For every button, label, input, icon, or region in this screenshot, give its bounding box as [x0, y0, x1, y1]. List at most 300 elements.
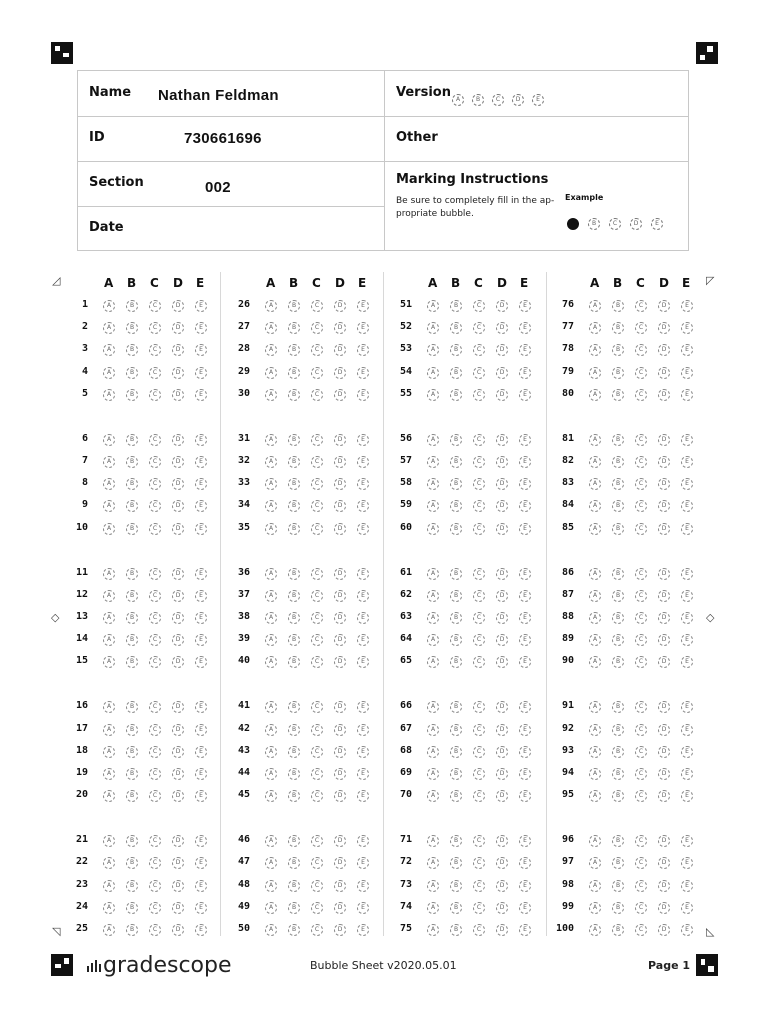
answer-bubble-52-c[interactable]: C [473, 322, 485, 334]
answer-bubble-89-b[interactable]: B [612, 634, 624, 646]
answer-bubble-96-c[interactable]: C [635, 835, 647, 847]
answer-bubble-17-a[interactable]: A [103, 724, 115, 736]
answer-bubble-53-b[interactable]: B [450, 344, 462, 356]
answer-bubble-40-a[interactable]: A [265, 656, 277, 668]
answer-bubble-18-d[interactable]: D [172, 746, 184, 758]
answer-bubble-79-d[interactable]: D [658, 367, 670, 379]
answer-bubble-52-b[interactable]: B [450, 322, 462, 334]
answer-bubble-9-b[interactable]: B [126, 500, 138, 512]
answer-bubble-83-d[interactable]: D [658, 478, 670, 490]
answer-bubble-94-b[interactable]: B [612, 768, 624, 780]
answer-bubble-77-c[interactable]: C [635, 322, 647, 334]
answer-bubble-75-b[interactable]: B [450, 924, 462, 936]
answer-bubble-28-e[interactable]: E [357, 344, 369, 356]
answer-bubble-75-d[interactable]: D [496, 924, 508, 936]
answer-bubble-31-c[interactable]: C [311, 434, 323, 446]
answer-bubble-49-b[interactable]: B [288, 902, 300, 914]
answer-bubble-11-a[interactable]: A [103, 568, 115, 580]
answer-bubble-91-a[interactable]: A [589, 701, 601, 713]
answer-bubble-39-b[interactable]: B [288, 634, 300, 646]
answer-bubble-38-d[interactable]: D [334, 612, 346, 624]
answer-bubble-35-b[interactable]: B [288, 523, 300, 535]
answer-bubble-85-e[interactable]: E [681, 523, 693, 535]
answer-bubble-9-c[interactable]: C [149, 500, 161, 512]
answer-bubble-90-b[interactable]: B [612, 656, 624, 668]
answer-bubble-62-e[interactable]: E [519, 590, 531, 602]
answer-bubble-96-e[interactable]: E [681, 835, 693, 847]
answer-bubble-24-b[interactable]: B [126, 902, 138, 914]
answer-bubble-17-c[interactable]: C [149, 724, 161, 736]
answer-bubble-45-c[interactable]: C [311, 790, 323, 802]
answer-bubble-65-d[interactable]: D [496, 656, 508, 668]
answer-bubble-68-c[interactable]: C [473, 746, 485, 758]
answer-bubble-1-b[interactable]: B [126, 300, 138, 312]
answer-bubble-32-b[interactable]: B [288, 456, 300, 468]
answer-bubble-4-d[interactable]: D [172, 367, 184, 379]
answer-bubble-8-d[interactable]: D [172, 478, 184, 490]
answer-bubble-77-a[interactable]: A [589, 322, 601, 334]
answer-bubble-8-e[interactable]: E [195, 478, 207, 490]
answer-bubble-51-e[interactable]: E [519, 300, 531, 312]
answer-bubble-44-d[interactable]: D [334, 768, 346, 780]
answer-bubble-48-e[interactable]: E [357, 880, 369, 892]
answer-bubble-72-d[interactable]: D [496, 857, 508, 869]
answer-bubble-45-e[interactable]: E [357, 790, 369, 802]
answer-bubble-46-e[interactable]: E [357, 835, 369, 847]
answer-bubble-67-d[interactable]: D [496, 724, 508, 736]
answer-bubble-13-a[interactable]: A [103, 612, 115, 624]
answer-bubble-34-c[interactable]: C [311, 500, 323, 512]
answer-bubble-47-d[interactable]: D [334, 857, 346, 869]
answer-bubble-29-a[interactable]: A [265, 367, 277, 379]
answer-bubble-73-b[interactable]: B [450, 880, 462, 892]
answer-bubble-39-e[interactable]: E [357, 634, 369, 646]
answer-bubble-82-b[interactable]: B [612, 456, 624, 468]
answer-bubble-48-a[interactable]: A [265, 880, 277, 892]
answer-bubble-88-c[interactable]: C [635, 612, 647, 624]
answer-bubble-47-e[interactable]: E [357, 857, 369, 869]
answer-bubble-23-b[interactable]: B [126, 880, 138, 892]
answer-bubble-59-b[interactable]: B [450, 500, 462, 512]
answer-bubble-56-d[interactable]: D [496, 434, 508, 446]
answer-bubble-37-e[interactable]: E [357, 590, 369, 602]
answer-bubble-46-b[interactable]: B [288, 835, 300, 847]
answer-bubble-85-b[interactable]: B [612, 523, 624, 535]
answer-bubble-31-a[interactable]: A [265, 434, 277, 446]
answer-bubble-91-c[interactable]: C [635, 701, 647, 713]
answer-bubble-55-c[interactable]: C [473, 389, 485, 401]
answer-bubble-32-a[interactable]: A [265, 456, 277, 468]
answer-bubble-74-b[interactable]: B [450, 902, 462, 914]
answer-bubble-41-b[interactable]: B [288, 701, 300, 713]
answer-bubble-33-b[interactable]: B [288, 478, 300, 490]
answer-bubble-5-d[interactable]: D [172, 389, 184, 401]
answer-bubble-43-a[interactable]: A [265, 746, 277, 758]
answer-bubble-61-b[interactable]: B [450, 568, 462, 580]
answer-bubble-77-e[interactable]: E [681, 322, 693, 334]
answer-bubble-30-b[interactable]: B [288, 389, 300, 401]
answer-bubble-94-d[interactable]: D [658, 768, 670, 780]
answer-bubble-61-e[interactable]: E [519, 568, 531, 580]
answer-bubble-14-c[interactable]: C [149, 634, 161, 646]
answer-bubble-100-c[interactable]: C [635, 924, 647, 936]
answer-bubble-50-c[interactable]: C [311, 924, 323, 936]
answer-bubble-16-b[interactable]: B [126, 701, 138, 713]
answer-bubble-79-e[interactable]: E [681, 367, 693, 379]
answer-bubble-16-e[interactable]: E [195, 701, 207, 713]
answer-bubble-99-c[interactable]: C [635, 902, 647, 914]
answer-bubble-12-d[interactable]: D [172, 590, 184, 602]
answer-bubble-73-c[interactable]: C [473, 880, 485, 892]
answer-bubble-87-c[interactable]: C [635, 590, 647, 602]
answer-bubble-55-d[interactable]: D [496, 389, 508, 401]
answer-bubble-87-e[interactable]: E [681, 590, 693, 602]
answer-bubble-38-b[interactable]: B [288, 612, 300, 624]
answer-bubble-19-e[interactable]: E [195, 768, 207, 780]
answer-bubble-80-e[interactable]: E [681, 389, 693, 401]
answer-bubble-64-c[interactable]: C [473, 634, 485, 646]
answer-bubble-80-a[interactable]: A [589, 389, 601, 401]
answer-bubble-61-a[interactable]: A [427, 568, 439, 580]
answer-bubble-63-a[interactable]: A [427, 612, 439, 624]
answer-bubble-83-a[interactable]: A [589, 478, 601, 490]
answer-bubble-65-a[interactable]: A [427, 656, 439, 668]
answer-bubble-3-d[interactable]: D [172, 344, 184, 356]
answer-bubble-69-a[interactable]: A [427, 768, 439, 780]
answer-bubble-44-b[interactable]: B [288, 768, 300, 780]
answer-bubble-15-c[interactable]: C [149, 656, 161, 668]
answer-bubble-23-c[interactable]: C [149, 880, 161, 892]
answer-bubble-70-e[interactable]: E [519, 790, 531, 802]
answer-bubble-28-a[interactable]: A [265, 344, 277, 356]
answer-bubble-33-e[interactable]: E [357, 478, 369, 490]
version-bubble-c[interactable]: C [492, 94, 504, 106]
answer-bubble-3-e[interactable]: E [195, 344, 207, 356]
answer-bubble-41-c[interactable]: C [311, 701, 323, 713]
answer-bubble-50-e[interactable]: E [357, 924, 369, 936]
answer-bubble-24-e[interactable]: E [195, 902, 207, 914]
answer-bubble-7-a[interactable]: A [103, 456, 115, 468]
answer-bubble-57-c[interactable]: C [473, 456, 485, 468]
answer-bubble-76-e[interactable]: E [681, 300, 693, 312]
answer-bubble-2-d[interactable]: D [172, 322, 184, 334]
answer-bubble-14-a[interactable]: A [103, 634, 115, 646]
answer-bubble-26-c[interactable]: C [311, 300, 323, 312]
answer-bubble-43-d[interactable]: D [334, 746, 346, 758]
answer-bubble-7-d[interactable]: D [172, 456, 184, 468]
answer-bubble-11-b[interactable]: B [126, 568, 138, 580]
answer-bubble-38-e[interactable]: E [357, 612, 369, 624]
answer-bubble-53-e[interactable]: E [519, 344, 531, 356]
answer-bubble-86-b[interactable]: B [612, 568, 624, 580]
answer-bubble-57-d[interactable]: D [496, 456, 508, 468]
answer-bubble-68-b[interactable]: B [450, 746, 462, 758]
answer-bubble-28-d[interactable]: D [334, 344, 346, 356]
answer-bubble-52-a[interactable]: A [427, 322, 439, 334]
answer-bubble-53-a[interactable]: A [427, 344, 439, 356]
answer-bubble-63-c[interactable]: C [473, 612, 485, 624]
answer-bubble-99-e[interactable]: E [681, 902, 693, 914]
answer-bubble-32-c[interactable]: C [311, 456, 323, 468]
answer-bubble-6-d[interactable]: D [172, 434, 184, 446]
answer-bubble-57-e[interactable]: E [519, 456, 531, 468]
answer-bubble-18-b[interactable]: B [126, 746, 138, 758]
answer-bubble-45-a[interactable]: A [265, 790, 277, 802]
answer-bubble-9-d[interactable]: D [172, 500, 184, 512]
answer-bubble-93-b[interactable]: B [612, 746, 624, 758]
answer-bubble-86-e[interactable]: E [681, 568, 693, 580]
answer-bubble-20-b[interactable]: B [126, 790, 138, 802]
answer-bubble-5-a[interactable]: A [103, 389, 115, 401]
answer-bubble-90-d[interactable]: D [658, 656, 670, 668]
answer-bubble-81-c[interactable]: C [635, 434, 647, 446]
answer-bubble-30-d[interactable]: D [334, 389, 346, 401]
answer-bubble-58-e[interactable]: E [519, 478, 531, 490]
answer-bubble-42-d[interactable]: D [334, 724, 346, 736]
answer-bubble-74-c[interactable]: C [473, 902, 485, 914]
answer-bubble-10-b[interactable]: B [126, 523, 138, 535]
answer-bubble-66-c[interactable]: C [473, 701, 485, 713]
answer-bubble-1-e[interactable]: E [195, 300, 207, 312]
answer-bubble-24-d[interactable]: D [172, 902, 184, 914]
answer-bubble-56-c[interactable]: C [473, 434, 485, 446]
answer-bubble-71-c[interactable]: C [473, 835, 485, 847]
answer-bubble-60-d[interactable]: D [496, 523, 508, 535]
answer-bubble-79-a[interactable]: A [589, 367, 601, 379]
answer-bubble-51-a[interactable]: A [427, 300, 439, 312]
version-bubble-d[interactable]: D [512, 94, 524, 106]
answer-bubble-66-b[interactable]: B [450, 701, 462, 713]
answer-bubble-86-d[interactable]: D [658, 568, 670, 580]
answer-bubble-93-e[interactable]: E [681, 746, 693, 758]
answer-bubble-4-e[interactable]: E [195, 367, 207, 379]
answer-bubble-50-a[interactable]: A [265, 924, 277, 936]
answer-bubble-92-e[interactable]: E [681, 724, 693, 736]
answer-bubble-44-e[interactable]: E [357, 768, 369, 780]
answer-bubble-13-d[interactable]: D [172, 612, 184, 624]
answer-bubble-85-d[interactable]: D [658, 523, 670, 535]
answer-bubble-30-e[interactable]: E [357, 389, 369, 401]
answer-bubble-71-a[interactable]: A [427, 835, 439, 847]
answer-bubble-56-a[interactable]: A [427, 434, 439, 446]
answer-bubble-19-a[interactable]: A [103, 768, 115, 780]
answer-bubble-55-e[interactable]: E [519, 389, 531, 401]
answer-bubble-60-c[interactable]: C [473, 523, 485, 535]
answer-bubble-84-d[interactable]: D [658, 500, 670, 512]
answer-bubble-12-a[interactable]: A [103, 590, 115, 602]
answer-bubble-53-c[interactable]: C [473, 344, 485, 356]
answer-bubble-43-e[interactable]: E [357, 746, 369, 758]
answer-bubble-92-c[interactable]: C [635, 724, 647, 736]
answer-bubble-14-e[interactable]: E [195, 634, 207, 646]
answer-bubble-19-c[interactable]: C [149, 768, 161, 780]
answer-bubble-58-a[interactable]: A [427, 478, 439, 490]
answer-bubble-69-d[interactable]: D [496, 768, 508, 780]
answer-bubble-12-e[interactable]: E [195, 590, 207, 602]
answer-bubble-90-a[interactable]: A [589, 656, 601, 668]
answer-bubble-49-e[interactable]: E [357, 902, 369, 914]
answer-bubble-62-a[interactable]: A [427, 590, 439, 602]
answer-bubble-33-c[interactable]: C [311, 478, 323, 490]
answer-bubble-2-b[interactable]: B [126, 322, 138, 334]
answer-bubble-39-a[interactable]: A [265, 634, 277, 646]
answer-bubble-80-b[interactable]: B [612, 389, 624, 401]
answer-bubble-10-d[interactable]: D [172, 523, 184, 535]
answer-bubble-25-a[interactable]: A [103, 924, 115, 936]
answer-bubble-22-b[interactable]: B [126, 857, 138, 869]
answer-bubble-72-a[interactable]: A [427, 857, 439, 869]
answer-bubble-23-d[interactable]: D [172, 880, 184, 892]
answer-bubble-22-c[interactable]: C [149, 857, 161, 869]
answer-bubble-7-c[interactable]: C [149, 456, 161, 468]
answer-bubble-70-c[interactable]: C [473, 790, 485, 802]
answer-bubble-69-b[interactable]: B [450, 768, 462, 780]
answer-bubble-96-d[interactable]: D [658, 835, 670, 847]
answer-bubble-26-e[interactable]: E [357, 300, 369, 312]
answer-bubble-55-a[interactable]: A [427, 389, 439, 401]
answer-bubble-27-e[interactable]: E [357, 322, 369, 334]
answer-bubble-35-d[interactable]: D [334, 523, 346, 535]
answer-bubble-86-c[interactable]: C [635, 568, 647, 580]
answer-bubble-46-a[interactable]: A [265, 835, 277, 847]
answer-bubble-56-e[interactable]: E [519, 434, 531, 446]
answer-bubble-36-a[interactable]: A [265, 568, 277, 580]
answer-bubble-31-b[interactable]: B [288, 434, 300, 446]
answer-bubble-28-b[interactable]: B [288, 344, 300, 356]
answer-bubble-39-d[interactable]: D [334, 634, 346, 646]
answer-bubble-71-d[interactable]: D [496, 835, 508, 847]
answer-bubble-57-b[interactable]: B [450, 456, 462, 468]
answer-bubble-39-c[interactable]: C [311, 634, 323, 646]
answer-bubble-43-c[interactable]: C [311, 746, 323, 758]
answer-bubble-1-c[interactable]: C [149, 300, 161, 312]
answer-bubble-96-a[interactable]: A [589, 835, 601, 847]
answer-bubble-95-a[interactable]: A [589, 790, 601, 802]
answer-bubble-90-c[interactable]: C [635, 656, 647, 668]
answer-bubble-11-e[interactable]: E [195, 568, 207, 580]
answer-bubble-12-b[interactable]: B [126, 590, 138, 602]
answer-bubble-29-b[interactable]: B [288, 367, 300, 379]
answer-bubble-33-a[interactable]: A [265, 478, 277, 490]
answer-bubble-19-b[interactable]: B [126, 768, 138, 780]
answer-bubble-36-d[interactable]: D [334, 568, 346, 580]
answer-bubble-37-d[interactable]: D [334, 590, 346, 602]
answer-bubble-64-a[interactable]: A [427, 634, 439, 646]
answer-bubble-13-b[interactable]: B [126, 612, 138, 624]
answer-bubble-54-e[interactable]: E [519, 367, 531, 379]
answer-bubble-98-d[interactable]: D [658, 880, 670, 892]
answer-bubble-87-b[interactable]: B [612, 590, 624, 602]
answer-bubble-95-b[interactable]: B [612, 790, 624, 802]
answer-bubble-7-e[interactable]: E [195, 456, 207, 468]
answer-bubble-89-e[interactable]: E [681, 634, 693, 646]
answer-bubble-50-d[interactable]: D [334, 924, 346, 936]
answer-bubble-13-c[interactable]: C [149, 612, 161, 624]
answer-bubble-88-d[interactable]: D [658, 612, 670, 624]
answer-bubble-22-e[interactable]: E [195, 857, 207, 869]
answer-bubble-91-d[interactable]: D [658, 701, 670, 713]
answer-bubble-32-e[interactable]: E [357, 456, 369, 468]
answer-bubble-67-a[interactable]: A [427, 724, 439, 736]
answer-bubble-30-c[interactable]: C [311, 389, 323, 401]
answer-bubble-62-d[interactable]: D [496, 590, 508, 602]
answer-bubble-90-e[interactable]: E [681, 656, 693, 668]
answer-bubble-42-a[interactable]: A [265, 724, 277, 736]
answer-bubble-24-c[interactable]: C [149, 902, 161, 914]
answer-bubble-62-b[interactable]: B [450, 590, 462, 602]
answer-bubble-78-c[interactable]: C [635, 344, 647, 356]
answer-bubble-35-e[interactable]: E [357, 523, 369, 535]
answer-bubble-76-d[interactable]: D [658, 300, 670, 312]
answer-bubble-58-d[interactable]: D [496, 478, 508, 490]
answer-bubble-29-e[interactable]: E [357, 367, 369, 379]
answer-bubble-2-e[interactable]: E [195, 322, 207, 334]
answer-bubble-27-b[interactable]: B [288, 322, 300, 334]
answer-bubble-30-a[interactable]: A [265, 389, 277, 401]
answer-bubble-5-c[interactable]: C [149, 389, 161, 401]
answer-bubble-94-e[interactable]: E [681, 768, 693, 780]
answer-bubble-20-a[interactable]: A [103, 790, 115, 802]
answer-bubble-3-c[interactable]: C [149, 344, 161, 356]
answer-bubble-88-e[interactable]: E [681, 612, 693, 624]
answer-bubble-28-c[interactable]: C [311, 344, 323, 356]
answer-bubble-9-e[interactable]: E [195, 500, 207, 512]
answer-bubble-40-e[interactable]: E [357, 656, 369, 668]
answer-bubble-5-b[interactable]: B [126, 389, 138, 401]
answer-bubble-74-a[interactable]: A [427, 902, 439, 914]
answer-bubble-77-b[interactable]: B [612, 322, 624, 334]
answer-bubble-31-d[interactable]: D [334, 434, 346, 446]
answer-bubble-25-b[interactable]: B [126, 924, 138, 936]
answer-bubble-21-e[interactable]: E [195, 835, 207, 847]
answer-bubble-97-b[interactable]: B [612, 857, 624, 869]
answer-bubble-99-a[interactable]: A [589, 902, 601, 914]
answer-bubble-48-d[interactable]: D [334, 880, 346, 892]
answer-bubble-95-e[interactable]: E [681, 790, 693, 802]
answer-bubble-98-e[interactable]: E [681, 880, 693, 892]
answer-bubble-76-a[interactable]: A [589, 300, 601, 312]
answer-bubble-84-b[interactable]: B [612, 500, 624, 512]
answer-bubble-17-b[interactable]: B [126, 724, 138, 736]
answer-bubble-84-c[interactable]: C [635, 500, 647, 512]
answer-bubble-33-d[interactable]: D [334, 478, 346, 490]
answer-bubble-19-d[interactable]: D [172, 768, 184, 780]
answer-bubble-100-a[interactable]: A [589, 924, 601, 936]
answer-bubble-92-b[interactable]: B [612, 724, 624, 736]
answer-bubble-93-a[interactable]: A [589, 746, 601, 758]
answer-bubble-62-c[interactable]: C [473, 590, 485, 602]
answer-bubble-82-e[interactable]: E [681, 456, 693, 468]
answer-bubble-74-e[interactable]: E [519, 902, 531, 914]
answer-bubble-73-a[interactable]: A [427, 880, 439, 892]
answer-bubble-27-d[interactable]: D [334, 322, 346, 334]
answer-bubble-22-a[interactable]: A [103, 857, 115, 869]
answer-bubble-88-a[interactable]: A [589, 612, 601, 624]
answer-bubble-48-b[interactable]: B [288, 880, 300, 892]
answer-bubble-21-b[interactable]: B [126, 835, 138, 847]
answer-bubble-37-a[interactable]: A [265, 590, 277, 602]
answer-bubble-23-e[interactable]: E [195, 880, 207, 892]
answer-bubble-94-a[interactable]: A [589, 768, 601, 780]
answer-bubble-68-d[interactable]: D [496, 746, 508, 758]
answer-bubble-98-b[interactable]: B [612, 880, 624, 892]
answer-bubble-25-d[interactable]: D [172, 924, 184, 936]
answer-bubble-72-c[interactable]: C [473, 857, 485, 869]
answer-bubble-72-b[interactable]: B [450, 857, 462, 869]
answer-bubble-11-d[interactable]: D [172, 568, 184, 580]
answer-bubble-49-d[interactable]: D [334, 902, 346, 914]
answer-bubble-42-e[interactable]: E [357, 724, 369, 736]
